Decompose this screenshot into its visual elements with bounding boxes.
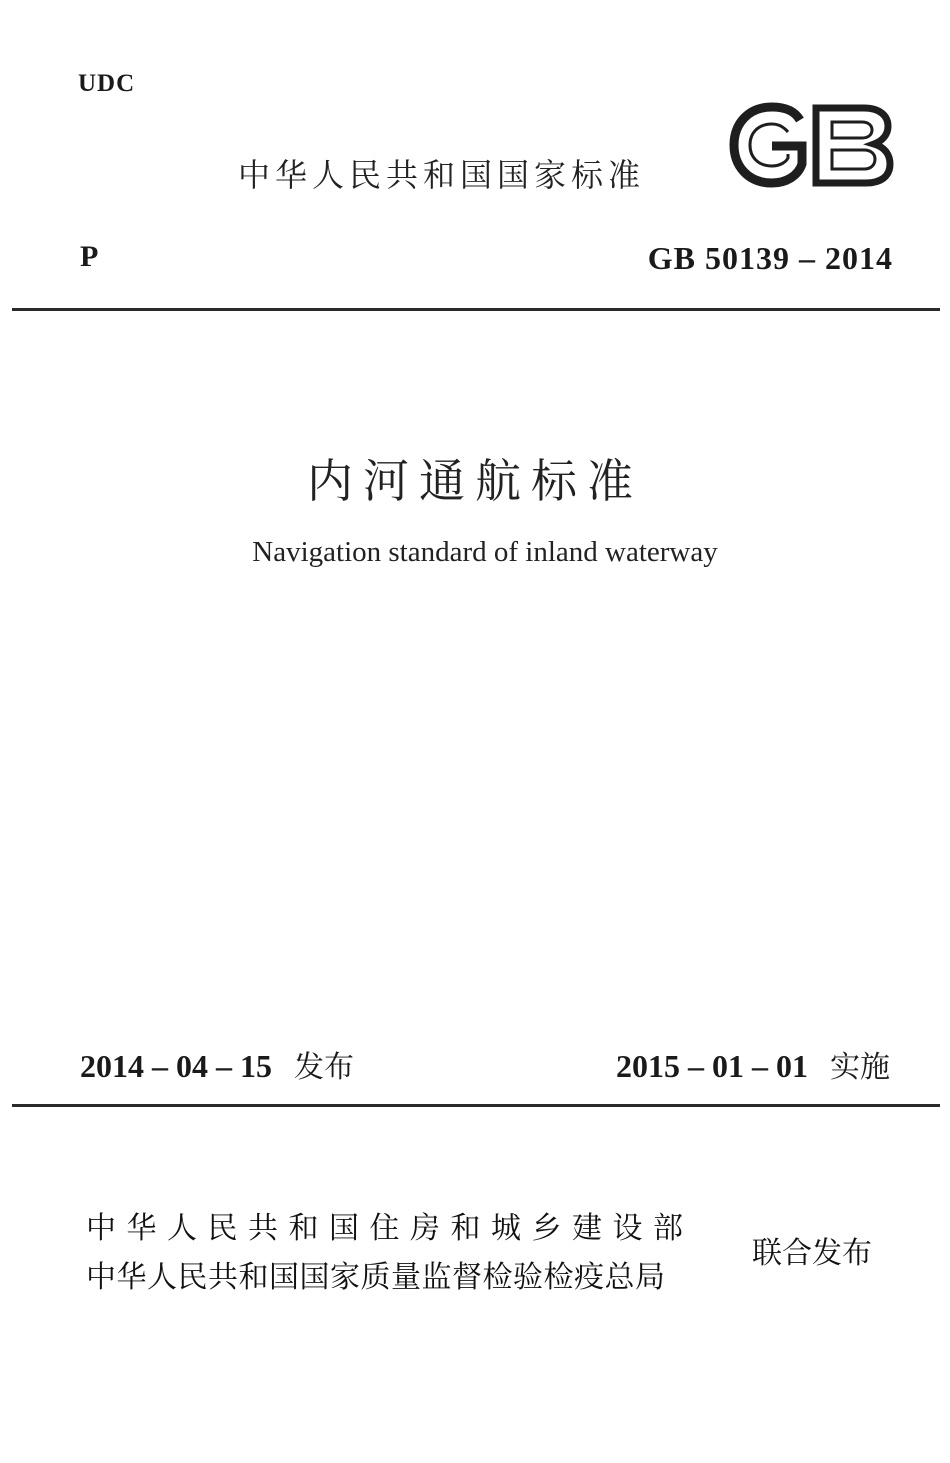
title-english: Navigation standard of inland waterway xyxy=(252,536,718,568)
category-code: P xyxy=(80,240,99,273)
standard-number: GB 50139 – 2014 xyxy=(647,240,893,276)
issue-date: 2014 – 04 – 15 xyxy=(80,1048,272,1084)
title-chinese: 内河通航标准 xyxy=(307,454,643,508)
udc-label: UDC xyxy=(78,70,136,97)
joint-issue-label: 联合发布 xyxy=(752,1236,872,1271)
issue-label: 发布 xyxy=(294,1050,354,1085)
implementation-date: 2015 – 01 – 01 xyxy=(616,1048,808,1084)
issuer-ministry: 中华人民共和国住房和城乡建设部 xyxy=(86,1211,694,1246)
footer-divider xyxy=(12,1104,940,1107)
implementation-label: 实施 xyxy=(830,1050,890,1085)
issuer-aqsiq: 中华人民共和国国家质量监督检验检疫总局 xyxy=(86,1260,666,1295)
header-divider xyxy=(12,308,940,311)
national-standard-heading: 中华人民共和国国家标准 xyxy=(238,156,646,194)
gb-logo-icon xyxy=(728,102,894,188)
implementation-date-row xyxy=(616,1042,890,1086)
issue-date-row xyxy=(80,1042,354,1086)
